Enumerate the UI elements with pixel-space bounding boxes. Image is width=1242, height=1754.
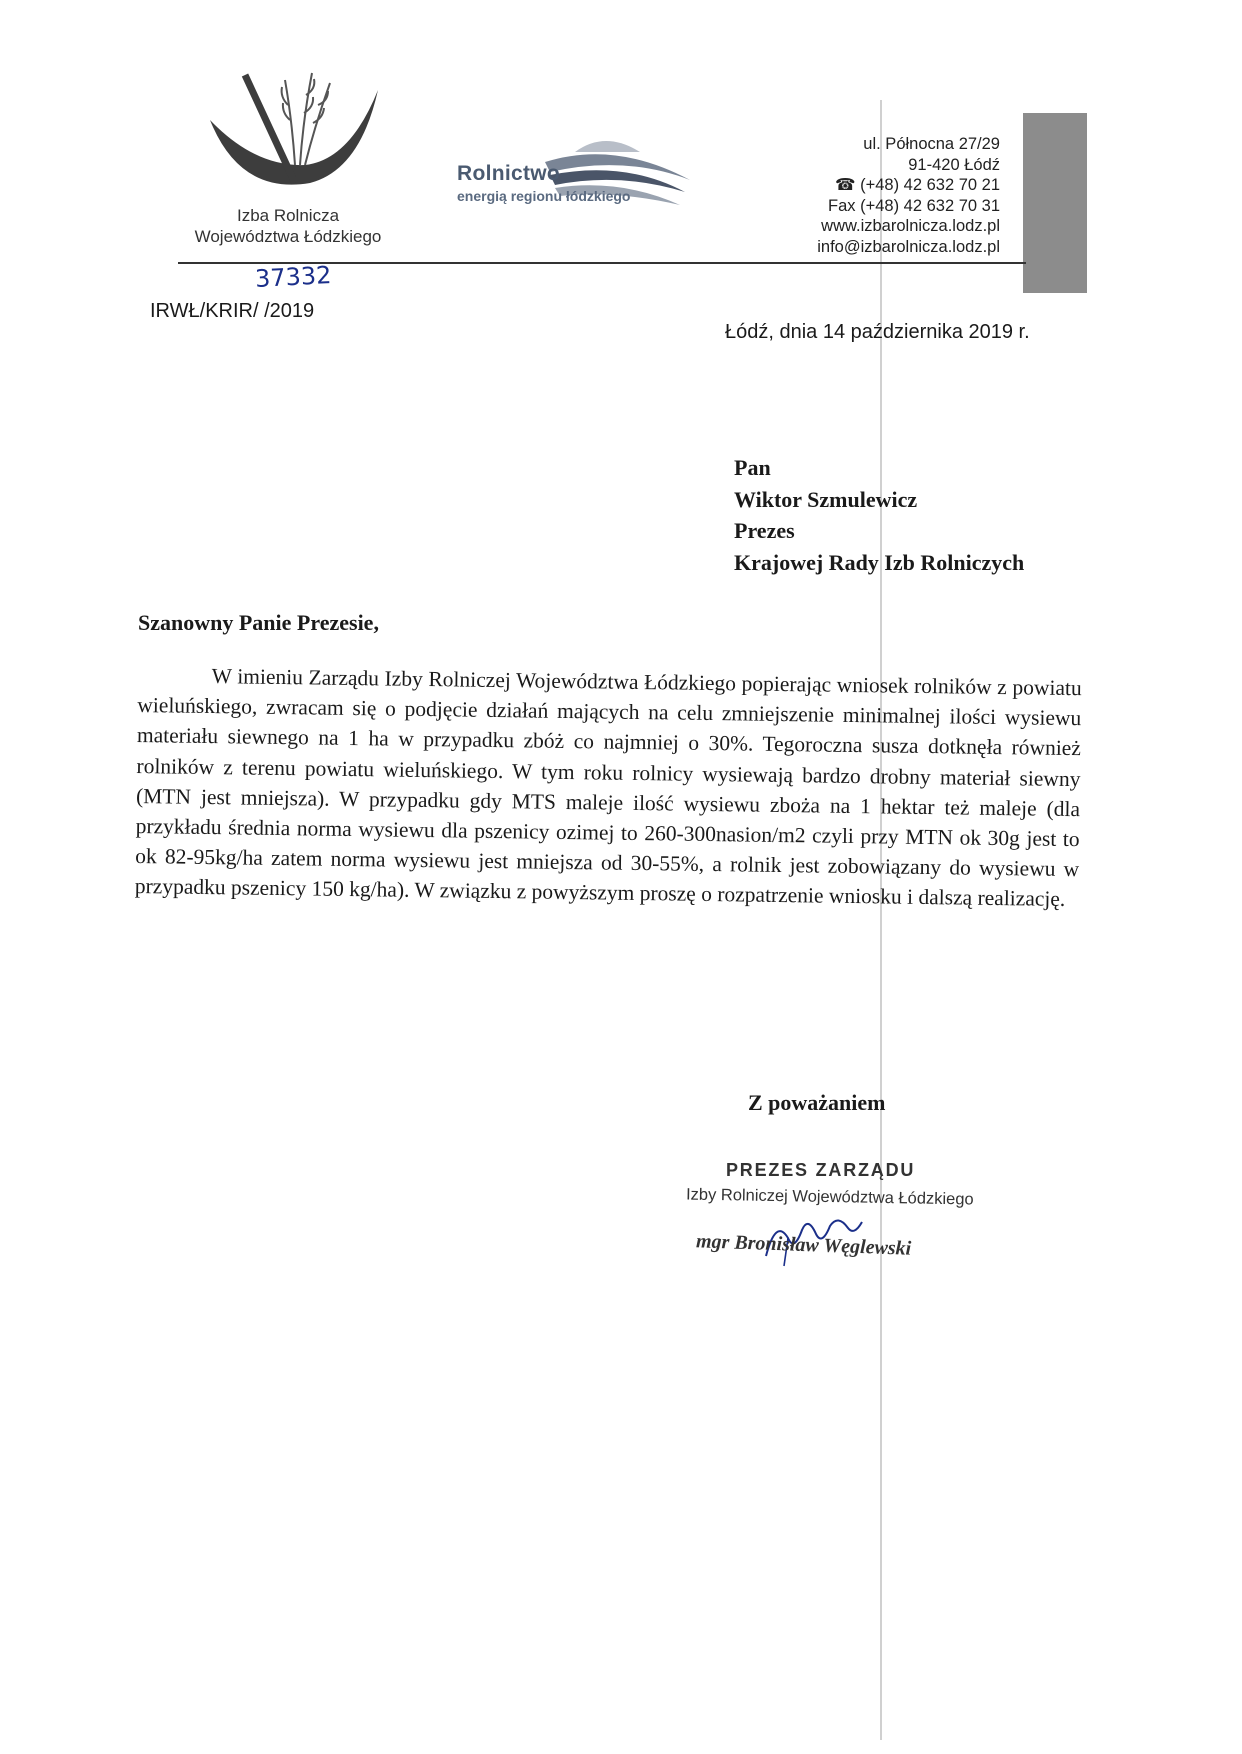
contact-fax: Fax (+48) 42 632 70 31: [828, 196, 1000, 215]
scan-artifact-line: [880, 100, 882, 1740]
signatory-name: mgr Bronisław Węglewski: [695, 1230, 912, 1260]
letter-body: W imieniu Zarządu Izby Rolniczej Województwa Łódzkiego popierając wniosek rolników z powiatu wieluńskiego, zwracam się o podjęcie działań mających na celu zmniejszenie minimalnej ilości wysiewu materiału siewnego na 1 ha w przypadku zbóż co najmniej o 30%. Tegoroczna susza dotknęła również rolników z terenu powiatu wieluńskiego. W tym roku rolnicy wysiewają bardzo drobny materiał siewny (MTN jest mniejsza). W przypadku gdy MTS maleje ilość wysiewu zboża na 1 hektar też maleje (dla przykładu średnia norma wysiewu dla pszenicy ozimej to 260-300nasion/m2 czyli przy MTN ok 30g jest to ok 82-95kg/ha zatem norma wysiewu jest mniejsza od 30-55%, a rolnik jest zobowiązany do wysiewu w przypadku pszenicy 150 kg/ha). W związku z powyższym proszę o rozpatrzenie wniosku i dalszą realizację.: [134, 664, 1082, 912]
contact-street: ul. Północna 27/29: [863, 135, 1000, 153]
contact-block: [760, 134, 1000, 257]
letterhead-grey-block: [1023, 113, 1087, 293]
closing: Z poważaniem: [748, 1090, 886, 1115]
contact-email: info@izbarolnicza.lodz.pl: [817, 237, 1000, 256]
signature-code: IRWŁ/KRIR/ /2019: [150, 300, 315, 322]
contact-web: www.izbarolnicza.lodz.pl: [821, 217, 1000, 235]
contact-postal: 91-420 Łódź: [908, 155, 1000, 174]
organization-name-line2: Województwa Łódzkiego: [194, 227, 382, 246]
addressee-line1: Pan: [734, 455, 771, 480]
organization-name-line1: Izba Rolnicza: [236, 206, 340, 225]
addressee-line2: Wiktor Szmulewicz: [734, 486, 918, 512]
signatory-organization: Izby Rolniczej Województwa Łódzkiego: [685, 1185, 974, 1209]
addressee-line4: Krajowej Rady Izb Rolniczych: [734, 549, 1025, 575]
campaign-title: Rolnictwo: [457, 162, 561, 185]
addressee-line3: Prezes: [734, 518, 795, 543]
signatory-title: PREZES ZARZĄDU: [726, 1160, 916, 1180]
date-line: Łódź, dnia 14 października 2019 r.: [725, 321, 1030, 343]
handwritten-reference-number: 37332: [254, 261, 333, 293]
addressee-block: [734, 452, 1024, 578]
contact-phone: ☎ (+48) 42 632 70 21: [834, 176, 1000, 194]
izba-rolnicza-logo-icon: [200, 65, 390, 195]
organization-name: [178, 205, 398, 247]
campaign-subtitle: energią regionu łódzkiego: [457, 188, 631, 204]
salutation: Szanowny Panie Prezesie,: [138, 610, 379, 635]
